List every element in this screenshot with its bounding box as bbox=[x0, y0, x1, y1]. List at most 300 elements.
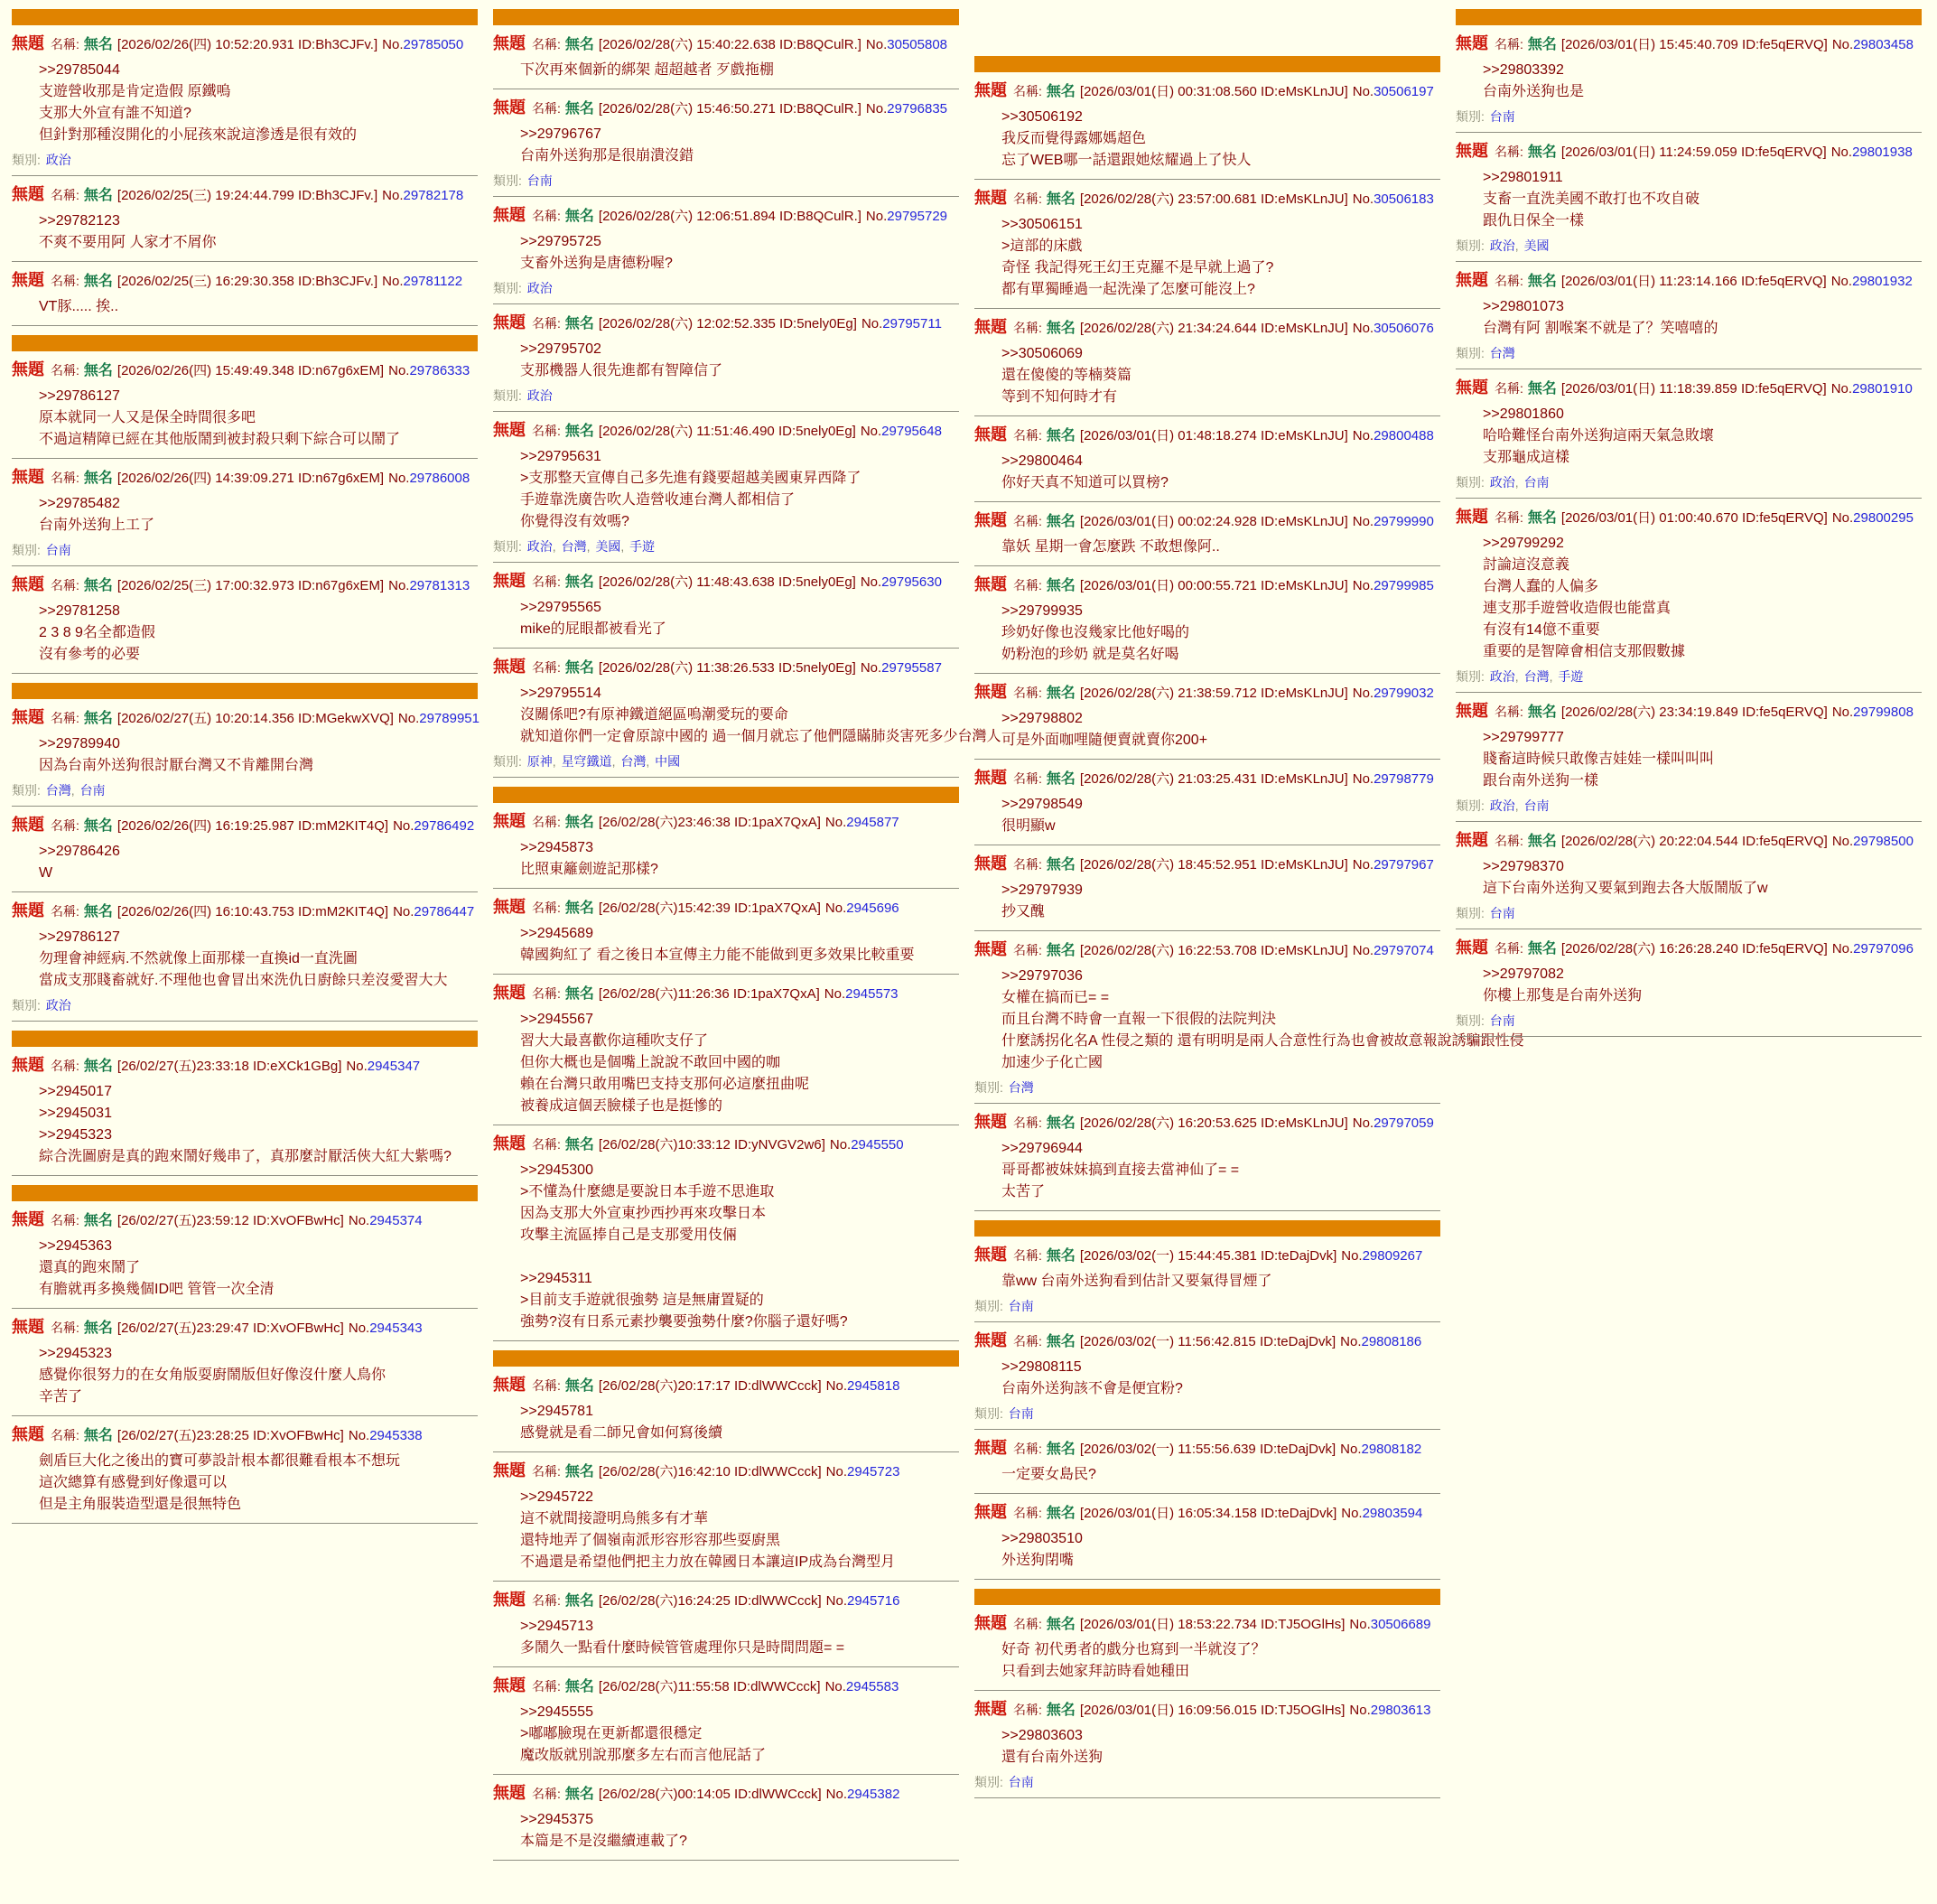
quote-link[interactable]: >>29799777 bbox=[1483, 730, 1564, 745]
post-title: 無題 bbox=[974, 318, 1007, 336]
body-line: 可是外面咖哩隨便賣就賣你200+ bbox=[1001, 733, 1208, 748]
post-title: 無題 bbox=[493, 984, 526, 1002]
name-label: 名稱: bbox=[1013, 857, 1042, 872]
quote-link[interactable]: >>29786127 bbox=[39, 929, 120, 945]
post bbox=[493, 982, 959, 1125]
category-tag[interactable]: 台南 bbox=[1489, 109, 1515, 124]
post-number-link[interactable]: 30506076 bbox=[1374, 321, 1434, 336]
post-body bbox=[39, 1236, 478, 1301]
post-number-link[interactable]: 2945818 bbox=[847, 1378, 900, 1394]
poster-name: 無名 bbox=[564, 316, 594, 331]
quote-link[interactable]: >>29795631 bbox=[520, 449, 601, 464]
quote-link[interactable]: >>2945323 bbox=[39, 1346, 112, 1361]
quote-link[interactable]: >>2945713 bbox=[520, 1619, 593, 1634]
post-number-link[interactable]: 29781122 bbox=[403, 274, 463, 289]
post-number-link[interactable]: 29801910 bbox=[1852, 381, 1913, 397]
post-title: 無題 bbox=[1456, 831, 1488, 849]
thread-separator-bar bbox=[493, 9, 959, 25]
post-body bbox=[1001, 1464, 1440, 1486]
quote-link[interactable]: >>29786127 bbox=[39, 388, 120, 404]
post-divider bbox=[974, 1579, 1440, 1580]
category-tag[interactable]: 台南 bbox=[1489, 906, 1515, 920]
post-title: 無題 bbox=[493, 34, 526, 52]
category-label: 類別: bbox=[493, 173, 522, 188]
quote-link[interactable]: >>29797036 bbox=[1001, 968, 1083, 984]
post-header bbox=[1456, 269, 1922, 293]
post-divider bbox=[12, 1021, 478, 1022]
post-number-link[interactable]: 29801938 bbox=[1852, 145, 1913, 160]
body-line: 連支那手遊營收造假也能當真 bbox=[1483, 601, 1672, 616]
post-number-link[interactable]: 29798500 bbox=[1853, 834, 1914, 849]
category-tag[interactable]: 台南 bbox=[45, 543, 71, 557]
quote-link[interactable]: >>29803392 bbox=[1483, 62, 1564, 78]
category-label: 類別: bbox=[1456, 475, 1485, 490]
post-title: 無題 bbox=[12, 468, 44, 486]
post-number-link[interactable]: 29786492 bbox=[414, 818, 475, 834]
post-number-link[interactable]: 29803458 bbox=[1853, 37, 1914, 52]
name-label: 名稱: bbox=[1013, 1334, 1042, 1349]
post-number-link[interactable]: 29781313 bbox=[409, 578, 470, 593]
quote-link[interactable]: >>29798802 bbox=[1001, 711, 1083, 726]
body-line: 2 3 8 9名全都造假 bbox=[39, 625, 155, 640]
post-title: 無題 bbox=[974, 940, 1007, 958]
post-header bbox=[493, 1460, 959, 1483]
category-tag[interactable]: 台灣 bbox=[1523, 669, 1550, 684]
quote-link[interactable]: >>29785044 bbox=[39, 62, 120, 78]
category-tag[interactable]: 台南 bbox=[526, 173, 553, 188]
post-number-link[interactable]: 2945374 bbox=[369, 1213, 423, 1228]
body-line: 支那機器人很先進都有智障信了 bbox=[520, 363, 723, 378]
post-number-link[interactable]: 29803594 bbox=[1362, 1506, 1423, 1521]
body-line: 跟仇日保全一樣 bbox=[1483, 213, 1585, 229]
body-line: 有膽就再多換幾個ID吧 管管一次全清 bbox=[39, 1282, 275, 1297]
category-tag[interactable]: 政治 bbox=[526, 388, 553, 403]
quote-link[interactable]: >>29801860 bbox=[1483, 406, 1564, 422]
post-number-link[interactable]: 29786447 bbox=[414, 904, 475, 919]
post-number-link[interactable]: 29797074 bbox=[1374, 943, 1434, 958]
post-divider bbox=[974, 1210, 1440, 1211]
body-line: 但你大概也是個嘴上說說不敢回中國的咖 bbox=[520, 1055, 781, 1070]
post-divider bbox=[974, 415, 1440, 416]
post-number-link[interactable]: 29797096 bbox=[1853, 941, 1914, 957]
post-body bbox=[520, 923, 959, 966]
name-label: 名稱: bbox=[51, 818, 79, 833]
thread-separator-bar bbox=[1456, 9, 1922, 25]
post-divider bbox=[12, 1308, 478, 1309]
post-number-link[interactable]: 29786008 bbox=[409, 471, 470, 486]
quote-link[interactable]: >>29795725 bbox=[520, 234, 601, 249]
body-line: 手遊靠洗廣告吹人造營收連台灣人都相信了 bbox=[520, 492, 796, 508]
quote-link[interactable]: >>29786426 bbox=[39, 844, 120, 859]
post-number-link[interactable]: 29797059 bbox=[1374, 1115, 1434, 1131]
post-number-link[interactable]: 29808182 bbox=[1361, 1442, 1422, 1457]
no-prefix: No. bbox=[346, 1059, 368, 1074]
thread-separator-bar bbox=[12, 9, 478, 25]
post-body bbox=[1483, 404, 1922, 469]
post-number-link[interactable]: 30505808 bbox=[887, 37, 948, 52]
name-label: 名稱: bbox=[1495, 145, 1523, 159]
thread-separator-bar bbox=[12, 683, 478, 699]
no-prefix: No. bbox=[1349, 1703, 1371, 1718]
post-header bbox=[493, 1374, 959, 1397]
poster-name: 無名 bbox=[83, 711, 113, 726]
quote-link[interactable]: >>2945555 bbox=[520, 1704, 593, 1720]
post-header bbox=[12, 269, 478, 293]
post-number-link[interactable]: 29799032 bbox=[1374, 686, 1434, 701]
post-header bbox=[974, 681, 1440, 705]
category-tag[interactable]: 政治 bbox=[1489, 238, 1515, 253]
name-label: 名稱: bbox=[1013, 1617, 1042, 1631]
post-header bbox=[493, 33, 959, 56]
post-header bbox=[493, 810, 959, 834]
post-body bbox=[39, 601, 478, 666]
category-tag[interactable]: 台南 bbox=[79, 783, 106, 798]
post-meta: [2026/02/28(六) 21:34:24.644 ID:eMsKLnJU] bbox=[1079, 321, 1348, 336]
quote-link[interactable]: >>29789940 bbox=[39, 736, 120, 751]
body-line: >嘟嘟臉現在更新都還很穩定 bbox=[520, 1726, 703, 1741]
category-tag[interactable]: 台灣 bbox=[45, 783, 71, 798]
category-tag[interactable]: 台南 bbox=[1008, 1406, 1034, 1421]
poster-name: 無名 bbox=[564, 815, 594, 830]
post-header bbox=[974, 1330, 1440, 1353]
no-prefix: No. bbox=[388, 578, 410, 593]
post-header bbox=[493, 570, 959, 593]
post-meta: [2026/03/02(一) 15:44:45.381 ID:teDajDvk] bbox=[1079, 1248, 1337, 1264]
body-line: 一定要女島民? bbox=[1001, 1467, 1096, 1482]
body-line: 靠妖 星期一會怎麼跌 不敢想像阿.. bbox=[1001, 539, 1220, 555]
name-label: 名稱: bbox=[1013, 771, 1042, 786]
poster-name: 無名 bbox=[1046, 514, 1076, 529]
poster-name: 無名 bbox=[1046, 1442, 1076, 1457]
poster-name: 無名 bbox=[564, 1593, 594, 1609]
quote-link[interactable]: >>29803510 bbox=[1001, 1531, 1083, 1546]
post-number bbox=[1353, 686, 1434, 701]
category-tag[interactable]: 原神 bbox=[526, 754, 553, 769]
post-number-link[interactable]: 29795648 bbox=[881, 424, 942, 439]
category-tag[interactable]: 台灣 bbox=[620, 754, 647, 769]
post bbox=[493, 1374, 959, 1452]
post-number bbox=[1340, 1442, 1421, 1457]
category-tag[interactable]: 中國 bbox=[655, 754, 681, 769]
category-tag[interactable]: 台南 bbox=[1523, 798, 1550, 813]
category-tag[interactable]: 政治 bbox=[1489, 475, 1515, 490]
no-prefix: No. bbox=[393, 818, 414, 834]
poster-name: 無名 bbox=[83, 1321, 113, 1336]
quote-link[interactable]: >>2945323 bbox=[39, 1127, 112, 1143]
post-header bbox=[12, 33, 478, 56]
post-number-link[interactable]: 29803613 bbox=[1370, 1703, 1431, 1718]
category-tag[interactable]: 台南 bbox=[1489, 1013, 1515, 1028]
post-body bbox=[1483, 296, 1922, 340]
no-prefix: No. bbox=[824, 1679, 846, 1694]
poster-name: 無名 bbox=[1527, 274, 1557, 289]
quote-link[interactable]: >>2945689 bbox=[520, 926, 593, 941]
quote-link[interactable]: >>2945722 bbox=[520, 1489, 593, 1505]
no-prefix: No. bbox=[860, 660, 882, 676]
no-prefix: No. bbox=[1352, 771, 1374, 787]
category-tag[interactable]: 美國 bbox=[595, 539, 621, 554]
quote-link[interactable]: >>2945300 bbox=[520, 1162, 593, 1178]
post-number-link[interactable]: 29808186 bbox=[1361, 1334, 1422, 1349]
category-tag[interactable]: 政治 bbox=[1489, 798, 1515, 813]
post-header bbox=[1456, 33, 1922, 56]
quote-link[interactable]: >>29795702 bbox=[520, 341, 601, 357]
quote-link[interactable]: >>29795514 bbox=[520, 686, 601, 701]
post-divider bbox=[493, 1860, 959, 1861]
name-label: 名稱: bbox=[1495, 510, 1523, 525]
body-line: 因為支那大外宣東抄西抄再來攻擊日本 bbox=[520, 1206, 767, 1221]
post-title: 無題 bbox=[493, 1134, 526, 1153]
post-title: 無題 bbox=[1456, 142, 1488, 160]
no-prefix: No. bbox=[825, 1593, 848, 1609]
post-number-link[interactable]: 30506197 bbox=[1374, 84, 1434, 99]
post-number-link[interactable]: 29799990 bbox=[1374, 514, 1434, 529]
post-number-link[interactable]: 2945343 bbox=[369, 1321, 423, 1336]
category-tag[interactable]: 台南 bbox=[1008, 1775, 1034, 1789]
quote-link[interactable]: >>29781258 bbox=[39, 603, 120, 619]
post-number bbox=[1832, 834, 1914, 849]
category-label: 類別: bbox=[974, 1080, 1003, 1095]
post-number-link[interactable]: 2945347 bbox=[367, 1059, 421, 1074]
post-number-link[interactable]: 2945338 bbox=[369, 1428, 423, 1443]
post-divider bbox=[974, 930, 1440, 931]
post-number-link[interactable]: 29796835 bbox=[887, 101, 948, 117]
post-meta: [2026/03/01(日) 00:02:24.928 ID:eMsKLnJU] bbox=[1079, 514, 1348, 529]
post-number-link[interactable]: 29800488 bbox=[1374, 428, 1434, 443]
quote-link[interactable]: >>30506151 bbox=[1001, 217, 1083, 232]
post-number-link[interactable]: 29799985 bbox=[1374, 578, 1434, 593]
post-title: 無題 bbox=[493, 658, 526, 676]
quote-link[interactable]: >>29800464 bbox=[1001, 453, 1083, 469]
post-number-link[interactable]: 2945877 bbox=[846, 815, 899, 830]
body-line: 勿理會神經病.不然就像上面那樣一直換id一直洗圖 bbox=[39, 951, 358, 966]
category-tag[interactable]: 政治 bbox=[526, 281, 553, 295]
no-prefix: No. bbox=[1830, 381, 1853, 397]
post-divider bbox=[493, 888, 959, 889]
poster-name: 無名 bbox=[1527, 381, 1557, 397]
post bbox=[493, 419, 959, 563]
body-line: 你覺得沒有效嗎? bbox=[520, 514, 629, 529]
post-meta: [2026/03/01(日) 11:18:39.859 ID:fe5qERVQ] bbox=[1560, 381, 1827, 397]
post-number bbox=[1349, 1703, 1430, 1718]
category-line bbox=[974, 1774, 1440, 1790]
category-label: 類別: bbox=[493, 281, 522, 295]
body-line: 台灣人蠢的人偏多 bbox=[1483, 579, 1599, 594]
name-label: 名稱: bbox=[1013, 1506, 1042, 1520]
post bbox=[12, 814, 478, 892]
quote-link[interactable]: >>29782123 bbox=[39, 213, 120, 229]
post bbox=[12, 33, 478, 176]
name-label: 名稱: bbox=[532, 37, 561, 51]
post-body bbox=[1001, 880, 1440, 923]
post-number-link[interactable]: 29785050 bbox=[403, 37, 464, 52]
no-prefix: No. bbox=[865, 209, 888, 224]
post-divider bbox=[974, 179, 1440, 180]
post-divider bbox=[493, 648, 959, 649]
quote-link[interactable]: >>2945375 bbox=[520, 1812, 593, 1827]
no-prefix: No. bbox=[824, 815, 847, 830]
post-header bbox=[12, 1209, 478, 1232]
post-number-link[interactable]: 2945573 bbox=[845, 986, 899, 1002]
quote-link[interactable]: >>29798549 bbox=[1001, 797, 1083, 812]
name-label: 名稱: bbox=[51, 37, 79, 51]
post bbox=[12, 183, 478, 262]
quote-link[interactable]: >>2945363 bbox=[39, 1238, 112, 1254]
post-number bbox=[1349, 1617, 1430, 1632]
quote-link[interactable]: >>29796767 bbox=[520, 126, 601, 142]
post-number-link[interactable]: 2945696 bbox=[846, 901, 899, 916]
post bbox=[493, 33, 959, 89]
post-meta: [26/02/27(五)23:29:47 ID:XvOFBwHc] bbox=[116, 1321, 344, 1336]
category-tag[interactable]: 手遊 bbox=[1558, 669, 1584, 684]
poster-name: 無名 bbox=[1046, 578, 1076, 593]
post-number-link[interactable]: 2945723 bbox=[847, 1464, 900, 1479]
post-header bbox=[12, 706, 478, 730]
quote-link[interactable]: >>29785482 bbox=[39, 496, 120, 511]
post bbox=[12, 1209, 478, 1309]
post-title: 無題 bbox=[974, 575, 1007, 593]
post bbox=[1456, 269, 1922, 369]
category-tag[interactable]: 政治 bbox=[45, 153, 71, 167]
thread-separator-bar bbox=[12, 1031, 478, 1047]
post-meta: [2026/02/28(六) 11:38:26.533 ID:5nely0Eg] bbox=[598, 660, 856, 676]
quote-link[interactable]: >>29799292 bbox=[1483, 536, 1564, 551]
post-number-link[interactable]: 29795729 bbox=[887, 209, 948, 224]
poster-name: 無名 bbox=[1046, 1248, 1076, 1264]
post-body bbox=[1001, 708, 1440, 751]
post-number bbox=[861, 660, 942, 676]
name-label: 名稱: bbox=[1495, 274, 1523, 288]
post-header bbox=[974, 1437, 1440, 1461]
quote-link[interactable]: >>2945311 bbox=[520, 1271, 592, 1286]
name-label: 名稱: bbox=[1013, 943, 1042, 957]
body-line: 什麼誘拐化名A 性侵之類的 還有明明是兩人合意性行為也會被故意報說誘騙跟性侵 bbox=[1001, 1033, 1524, 1049]
post-body bbox=[1001, 343, 1440, 408]
post-number-link[interactable]: 29797967 bbox=[1374, 857, 1434, 873]
quote-link[interactable]: >>29808115 bbox=[1001, 1359, 1082, 1375]
post-number-link[interactable]: 29795630 bbox=[881, 574, 942, 590]
post-number bbox=[1832, 510, 1914, 526]
post-number-link[interactable]: 29798779 bbox=[1374, 771, 1434, 787]
category-tag[interactable]: 台灣 bbox=[1489, 346, 1515, 360]
quote-link[interactable]: >>29798370 bbox=[1483, 859, 1564, 874]
post-number-link[interactable]: 29799808 bbox=[1853, 705, 1914, 720]
quote-link[interactable]: >>29795565 bbox=[520, 600, 601, 615]
quote-link[interactable]: >>29801911 bbox=[1483, 170, 1563, 185]
category-tag[interactable]: 星穹鐵道 bbox=[561, 754, 612, 769]
quote-link[interactable]: >>29801073 bbox=[1483, 299, 1564, 314]
post bbox=[493, 810, 959, 889]
post-number-link[interactable]: 29782178 bbox=[403, 188, 464, 203]
post-number-link[interactable]: 29795587 bbox=[881, 660, 942, 676]
post-body bbox=[39, 841, 478, 884]
post-number bbox=[393, 818, 474, 834]
post-divider bbox=[493, 1340, 959, 1341]
category-tag[interactable]: 美國 bbox=[1523, 238, 1550, 253]
quote-link[interactable]: >>29797082 bbox=[1483, 966, 1564, 982]
category-tag[interactable]: 政治 bbox=[1489, 669, 1515, 684]
quote-link[interactable]: >>29803603 bbox=[1001, 1728, 1083, 1743]
post-number bbox=[825, 901, 899, 916]
category-tag[interactable]: 台灣 bbox=[561, 539, 587, 554]
category-tag[interactable]: 政治 bbox=[45, 998, 71, 1013]
quote-link[interactable]: >>29797939 bbox=[1001, 882, 1083, 898]
post-number-link[interactable]: 29800295 bbox=[1853, 510, 1914, 526]
post-number-link[interactable]: 29786333 bbox=[409, 363, 470, 378]
post-number-link[interactable]: 2945583 bbox=[845, 1679, 899, 1694]
body-line: 原本就同一人又是保全時間很多吧 bbox=[39, 410, 256, 425]
post-meta: [26/02/28(六)20:17:17 ID:dlWWCcck] bbox=[598, 1378, 822, 1394]
post-number bbox=[861, 316, 942, 331]
quote-link[interactable]: >>2945567 bbox=[520, 1012, 593, 1027]
name-label: 名稱: bbox=[1013, 1248, 1042, 1263]
quote-link[interactable]: >>30506069 bbox=[1001, 346, 1083, 361]
post-header bbox=[1456, 140, 1922, 163]
post-body bbox=[39, 386, 478, 451]
post-title: 無題 bbox=[1456, 34, 1488, 52]
post bbox=[1456, 506, 1922, 693]
category-line bbox=[974, 1298, 1440, 1314]
quote-link[interactable]: >>2945031 bbox=[39, 1106, 112, 1121]
quote-link[interactable]: >>30506192 bbox=[1001, 109, 1083, 125]
post-number-link[interactable]: 2945382 bbox=[847, 1787, 900, 1802]
post-body bbox=[1001, 107, 1440, 172]
body-line: 抄又醜 bbox=[1001, 904, 1046, 919]
category-tag[interactable]: 台南 bbox=[1523, 475, 1550, 490]
poster-name: 無名 bbox=[1527, 510, 1557, 526]
quote-link[interactable]: >>29799935 bbox=[1001, 603, 1083, 619]
category-tag[interactable]: 手遊 bbox=[629, 539, 656, 554]
post-number-link[interactable]: 29795711 bbox=[882, 316, 942, 331]
post-meta: [2026/02/28(六) 23:57:00.681 ID:eMsKLnJU] bbox=[1079, 191, 1348, 207]
post-number-link[interactable]: 30506689 bbox=[1370, 1617, 1431, 1632]
post-number-link[interactable]: 2945716 bbox=[847, 1593, 900, 1609]
category-tag[interactable]: 政治 bbox=[526, 539, 553, 554]
post-number-link[interactable]: 2945550 bbox=[851, 1137, 904, 1153]
poster-name: 無名 bbox=[1046, 1703, 1076, 1718]
post-number-link[interactable]: 29801932 bbox=[1852, 274, 1913, 289]
post-body bbox=[39, 210, 478, 254]
name-label: 名稱: bbox=[532, 1464, 561, 1479]
poster-name: 無名 bbox=[564, 101, 594, 117]
quote-link[interactable]: >>29796944 bbox=[1001, 1141, 1083, 1156]
category-line bbox=[12, 542, 478, 558]
poster-name: 無名 bbox=[1046, 771, 1076, 787]
name-label: 名稱: bbox=[532, 1378, 561, 1393]
no-prefix: No. bbox=[382, 37, 404, 52]
post-divider bbox=[493, 196, 959, 197]
no-prefix: No. bbox=[1831, 941, 1854, 957]
quote-link[interactable]: >>2945873 bbox=[520, 840, 593, 855]
post-divider bbox=[493, 777, 959, 778]
post-body bbox=[1001, 1138, 1440, 1203]
quote-link[interactable]: >>2945781 bbox=[520, 1404, 593, 1419]
post-header bbox=[493, 1589, 959, 1612]
quote-link[interactable]: >>2945017 bbox=[39, 1084, 112, 1099]
category-line bbox=[493, 280, 959, 296]
post-number-link[interactable]: 29809267 bbox=[1362, 1248, 1423, 1264]
post-meta: [2026/03/01(日) 11:24:59.059 ID:fe5qERVQ] bbox=[1560, 145, 1827, 160]
body-line: 還在傻傻的等楠葵篇 bbox=[1001, 368, 1132, 383]
no-prefix: No. bbox=[865, 101, 888, 117]
post-number-link[interactable]: 30506183 bbox=[1374, 191, 1434, 207]
post-meta: [2026/02/26(四) 16:10:43.753 ID:mM2KIT4Q] bbox=[116, 904, 389, 919]
post-number-link[interactable]: 29789951 bbox=[419, 711, 480, 726]
category-label: 類別: bbox=[12, 783, 41, 798]
category-tag[interactable]: 台灣 bbox=[1008, 1080, 1034, 1095]
post-title: 無題 bbox=[12, 816, 44, 834]
category-tag[interactable]: 台南 bbox=[1008, 1299, 1034, 1313]
